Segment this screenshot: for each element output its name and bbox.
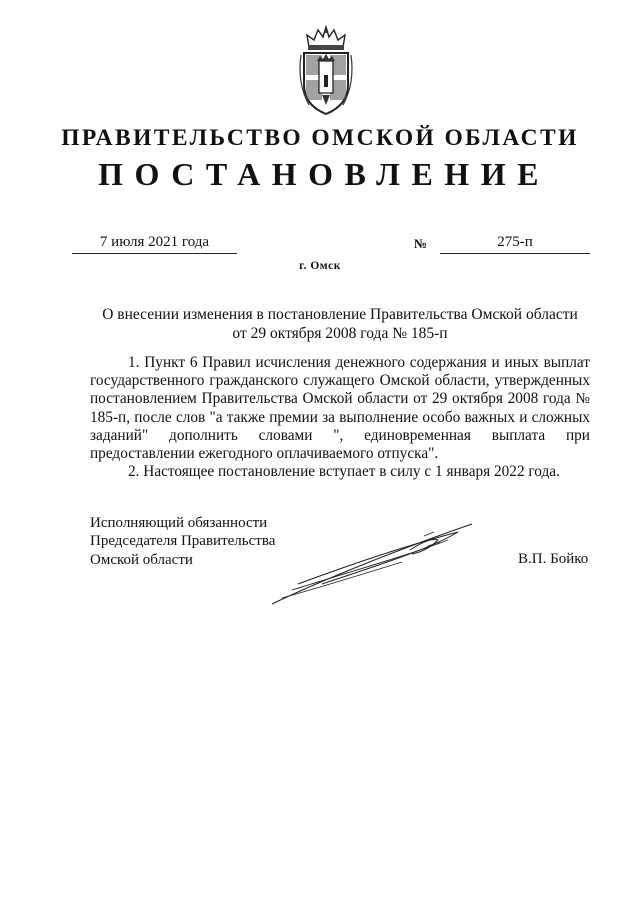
title-line-1: О внесении изменения в постановление Правительства Омской области: [102, 306, 578, 323]
number-sign: №: [414, 236, 428, 251]
document-title: [90, 305, 590, 343]
position-line-3: Омской области: [90, 551, 193, 568]
signatory-name: В.П. Бойко: [518, 551, 589, 567]
organization-name: ПРАВИТЕЛЬСТВО ОМСКОЙ ОБЛАСТИ: [61, 125, 579, 151]
body-paragraph-2: 2. Настоящее постановление вступает в силу с 1 января 2022 года.: [128, 463, 560, 481]
coat-of-arms-icon: [295, 25, 357, 117]
body-paragraph-1: 1. Пункт 6 Правил исчисления денежного содержания и иных выплат государственного гражданского служащего Омской области, утвержденных постановлением Правительства Омской области от 29 октября 2008 года № 185-п, после слов "а также премии за выполнение особо важных и сложных заданий" дополнить словами ", единовременная выплата при предоставлении ежегодного оплачиваемого отпуска".: [90, 354, 590, 463]
document-city: г. Омск: [299, 260, 341, 272]
document-number: 275-п: [440, 232, 590, 254]
signatory-position: [90, 514, 275, 569]
document-body: [90, 354, 590, 481]
title-line-2: от 29 октября 2008 года № 185-п: [232, 325, 448, 342]
handwritten-signature-icon: [262, 518, 482, 610]
position-line-2: Председателя Правительства: [90, 533, 276, 550]
document-date: 7 июля 2021 года: [72, 232, 237, 254]
position-line-1: Исполняющий обязанности: [90, 515, 268, 531]
document-type: ПОСТАНОВЛЕНИЕ: [98, 156, 550, 192]
